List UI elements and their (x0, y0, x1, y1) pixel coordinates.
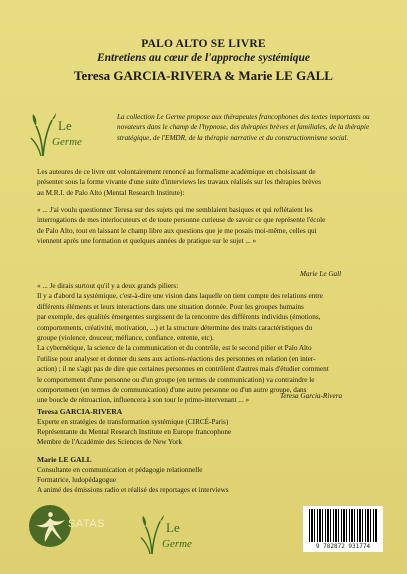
intro-paragraph: Les auteures de ce livre ont volontairement renoncé au formalisme académique en choisissant de présenter sous la forme vivante d'une suite d'interviews les travaux réalisés sur les thérapies brèves au M.R.I. de Palo Alto (Mental Research Institute): (37, 168, 322, 197)
logo-le-text: Le (166, 520, 180, 535)
logo-le-text: Le (58, 118, 72, 133)
bio-marie-line: Consultante en communication et pédagogie relationnelle (37, 466, 203, 474)
logo-germe-text: Germe (52, 136, 82, 148)
sprout-icon (30, 112, 56, 156)
bio-marie-name: Marie LE GALL (37, 455, 92, 464)
satas-logo (28, 500, 123, 556)
signature-marie: Marie Le Gall (300, 270, 342, 278)
signature-teresa: Teresa Garcia-Rivera (280, 392, 343, 400)
sprout-icon (140, 514, 164, 554)
bio-marie-line: Formatrice, ludopédagogue (37, 476, 117, 484)
quote-marie: « ... J'ai voulu questionner Teresa sur des sujets qui me semblaient basiques et qui reflétaient les interrogations de mes interlocuteurs et de toute personne curieuse de savoir ce que représente l'école de Palo Alto, tout en laissant le champ libre aux questions que je me posais moi-même, celles qui viennent après une formation et quelques années de pratique sur le sujet ... » (37, 206, 326, 246)
isbn-number: 9 782872 931774 (315, 543, 371, 550)
barcode-bars (309, 509, 377, 542)
bio-marie-line: A animé des émissions radio et réalisé des reportages et interviews (37, 486, 229, 494)
le-germe-logo (30, 108, 110, 160)
collection-description: La collection Le Germe propose aux thérapeutes francophones des textes importants ou novateurs dans le champ de l'hypnose, des thérapies brèves et familiales, de la thérapie stratégique, de l'EMDR, de la thérapie narrative et du constructionnisme social. (117, 113, 370, 142)
bio-teresa-line: Membre de l'Académie des Sciences de New York (37, 438, 183, 446)
satas-figure-icon (28, 504, 72, 548)
logo-germe-text: Germe (162, 538, 192, 550)
book-title: PALO ALTO SE LIVRE (141, 38, 266, 50)
book-subtitle: Entretiens au cœur de l'approche systémique (96, 52, 311, 64)
bio-teresa-line: Experte en stratégies de transformation systémique (CIRCÉ-Paris) (37, 418, 229, 426)
le-germe-logo-bottom (140, 512, 220, 558)
isbn-barcode (303, 506, 383, 552)
bio-teresa-line: Représentante du Mental Research Institute en Europe francophone (37, 428, 232, 436)
quote-teresa: « ... Je dirais surtout qu'il y a deux grands piliers: Il y a d'abord la systémique, c'est-à-dire une vision dans laquelle on tient compte des relations entre différents éléments et leurs interactions dans une situation donnée. Pour les groupes humains par exemple, des qualités émergentes surgissent de la rencontre des différents individus (émotions, comportements, créativité, motivation, ...) et la structure détermine des traits caractéristiques du groupe (violence, douceur, méfiance, confiance, entente, etc). La cybernétique, la science de la communication et du contrôle, est le second pilier et Palo Alto l'utilise pour analyser et donner du sens aux actions-réactions des personnes en relation (en inter- action) ; il ne s'agit pas de dire que certaines personnes en contrôlent d'autres mais d'étudier comment le comportement d'une personne ou d'un groupe (en termes de communication) va contraindre le comportement (en termes de communication) d'une autre personne ou d'un autre groupe, dans une boucle de rétroaction, influencera à son tour le primo-intervenant ... » (37, 282, 329, 405)
bio-teresa-name: Teresa GARCIA-RIVERA (37, 407, 123, 416)
publisher-name: SATAS (68, 518, 105, 530)
book-authors: Teresa GARCIA-RIVERA & Marie LE GALL (74, 68, 333, 83)
